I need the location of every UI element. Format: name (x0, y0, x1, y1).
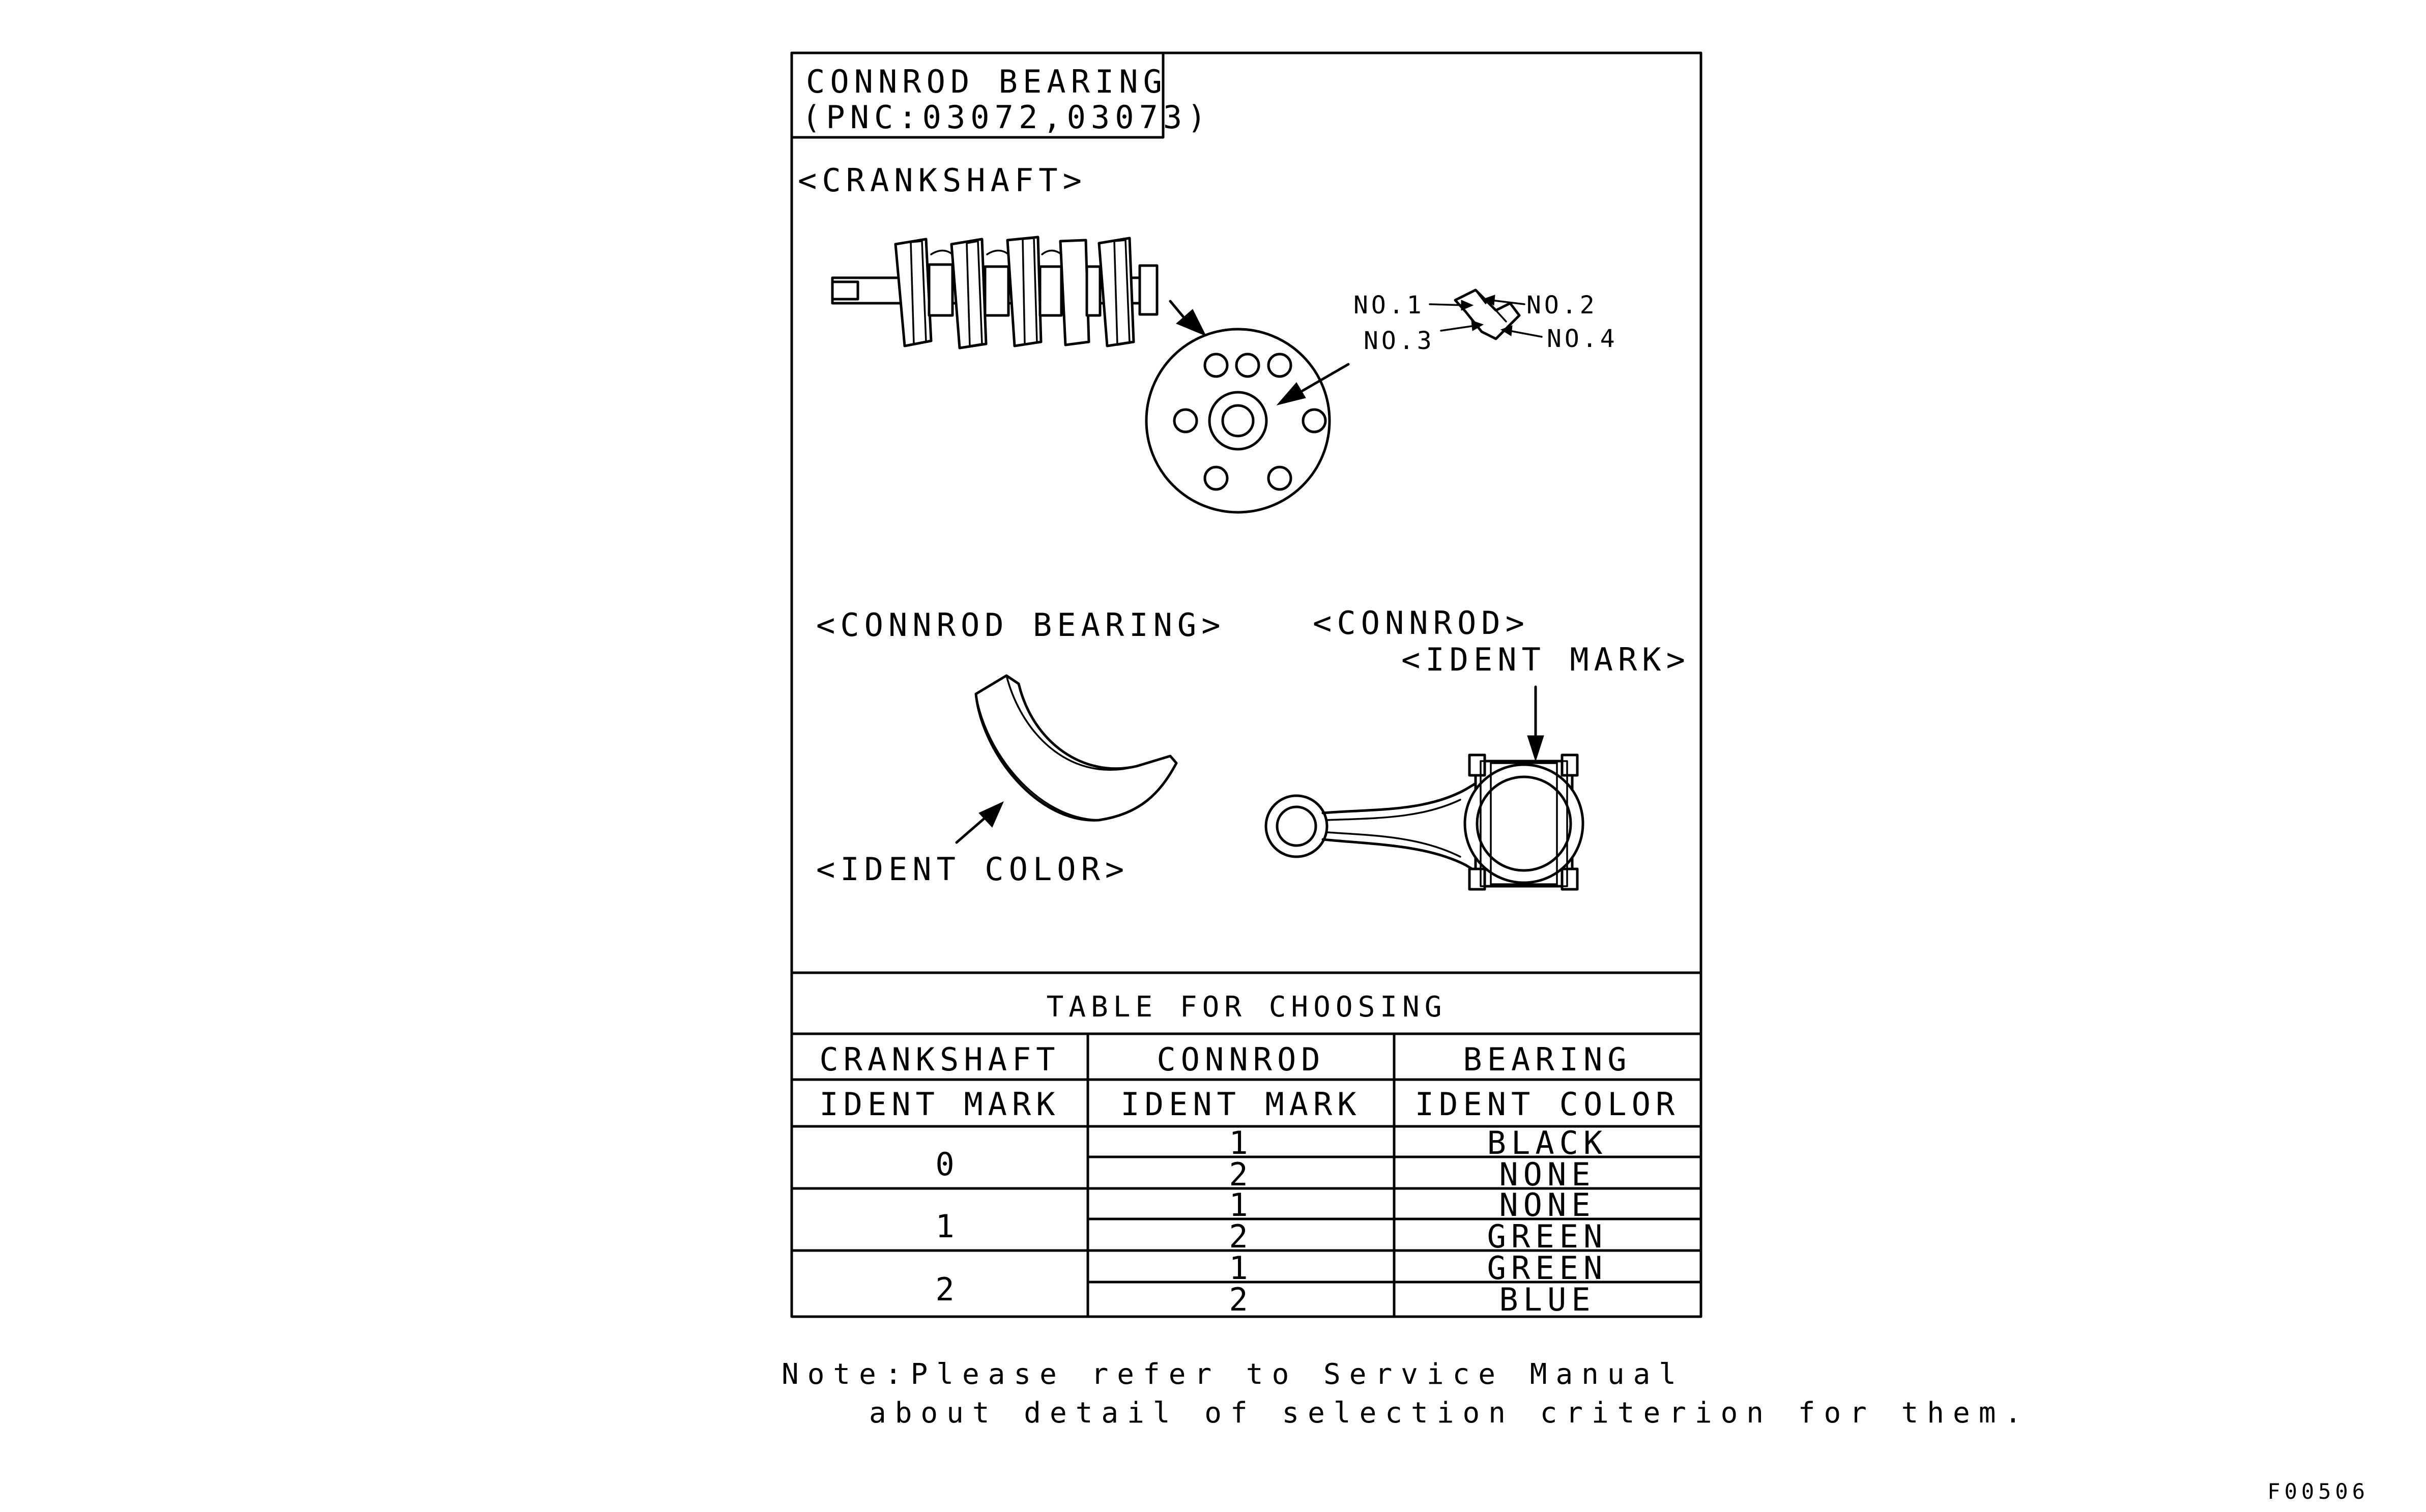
ident-mark-label: <IDENT MARK> (1401, 641, 1690, 678)
header-connrod: CONNROD (1157, 1041, 1325, 1078)
table-cell-color-0-1: NONE (1499, 1156, 1596, 1193)
selection-table (792, 973, 1701, 1318)
connrod-illustration (1266, 755, 1583, 889)
figure-code: F00506 (2267, 1479, 2369, 1504)
crankshaft-illustration (832, 237, 1157, 348)
no1-label: NO.1 (1353, 291, 1425, 319)
table-cell-crank-1: 1 (935, 1208, 960, 1245)
header-connrod-sub: IDENT MARK (1120, 1086, 1362, 1123)
ident-color-arrow-line (957, 816, 987, 842)
hub-arrow-line (1303, 364, 1348, 391)
table-cell-crank-0: 0 (935, 1146, 960, 1183)
header-crankshaft-sub: IDENT MARK (819, 1086, 1060, 1123)
bearing-shell-illustration (976, 676, 1176, 820)
no4-label: NO.4 (1547, 325, 1618, 353)
table-cell-crank-2: 2 (935, 1271, 960, 1308)
ident-color-arrow-head (979, 802, 1003, 827)
table-cell-color-1-0: NONE (1499, 1186, 1596, 1224)
table-cell-connrod-1-0: 1 (1229, 1186, 1253, 1224)
no2-label: NO.2 (1526, 291, 1598, 319)
ident-mark-arrow-head (1527, 736, 1544, 761)
table-cell-connrod-1-1: 2 (1229, 1218, 1253, 1255)
title-line-1: CONNROD BEARING (806, 63, 1167, 100)
table-cell-color-2-1: BLUE (1499, 1281, 1596, 1318)
table-cell-color-0-0: BLACK (1487, 1124, 1608, 1161)
crankshaft-flange-end-view (1146, 329, 1330, 512)
table-cell-color-2-0: GREEN (1487, 1249, 1608, 1287)
note-line-2: about detail of selection criterion for them. (869, 1397, 2031, 1430)
note-line-1: Note:Please refer to Service Manual (782, 1358, 1685, 1391)
connrod-bearing-label: <CONNROD BEARING> (816, 606, 1226, 644)
header-crankshaft: CRANKSHAFT (819, 1041, 1060, 1078)
table-title: TABLE FOR CHOOSING (1046, 991, 1447, 1024)
connrod-label: <CONNROD> (1313, 604, 1529, 642)
crankshaft-label: <CRANKSHAFT> (798, 162, 1087, 199)
table-cell-connrod-2-0: 1 (1229, 1249, 1253, 1287)
crank-mark-position-detail (1353, 290, 1618, 355)
no3-label: NO.3 (1364, 327, 1435, 355)
header-bearing: BEARING (1463, 1041, 1632, 1078)
hub-arrow-head (1277, 383, 1306, 405)
title-line-2: (PNC:03072,03073) (802, 99, 1211, 136)
header-bearing-sub: IDENT COLOR (1414, 1086, 1680, 1123)
table-cell-connrod-0-1: 2 (1229, 1156, 1253, 1193)
ident-color-label: <IDENT COLOR> (816, 851, 1130, 888)
table-cell-color-1-1: GREEN (1487, 1218, 1608, 1255)
title-box (792, 53, 1211, 137)
table-cell-connrod-2-1: 2 (1229, 1281, 1253, 1318)
table-cell-connrod-0-0: 1 (1229, 1124, 1253, 1161)
